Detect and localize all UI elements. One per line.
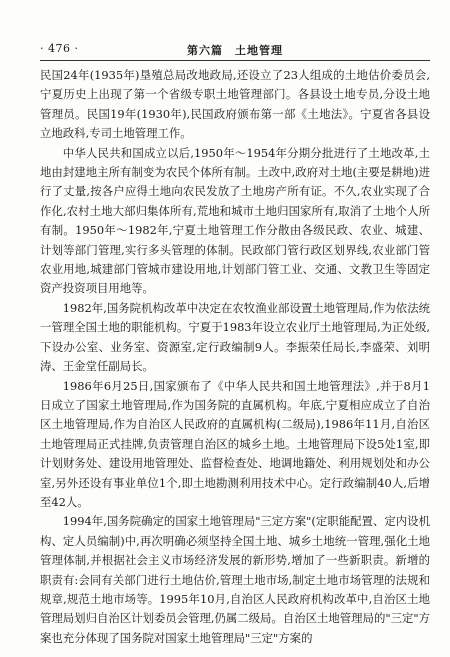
page-header bbox=[40, 40, 430, 61]
paragraph-4: 1986年6月25日,国家颁布了《中华人民共和国土地管理法》,并于8月1日成立了国家土地管理局,作为国务院的直属机构。年底,宁夏相应成立了自治区土地管理局,作为自治区人民政府的直属机构(二级局),1986年11月,自治区土地管理局正式挂牌,负责管理自治区的城乡土地。土地管理局下设5处1室,即计划财务处、建设用地管理处、监督检查处、地调地籍处、利用规划处和办公室,另外还设有事业单位1个,即土地勘测利用技术中心。定行政编制40人,后增至42人。 bbox=[40, 378, 430, 509]
paragraph-2: 中华人民共和国成立以后,1950年～1954年分期分批进行了土地改革,土地由封建地主所有制变为农民个体所有制。土改中,政府对土地(主要是耕地)进行了丈量,按各户应得土地向农民发放了土地房产所有证。不久,农业实现了合作化,农村土地大部归集体所有,荒地和城市土地归国家所有,取消了土地个人所有制。1950年～1982年,宁夏土地管理工作分散由各级民政、农业、城建、计划等部门管理,实行多头管理的体制。民政部门管行政区划界线,农业部门管农业用地,城建部门管城市建设用地,计划部门管工业、交通、文教卫生等固定资产投资项目用地等。 bbox=[40, 145, 430, 296]
page-number: · 476 · bbox=[40, 42, 79, 55]
paragraph-3: 1982年,国务院机构改革中决定在农牧渔业部设置土地管理局,作为依法统一管理全国土地的职能机构。宁夏于1983年设立农业厅土地管理局,为正处级,下设办公室、业务室、资源室,定行政编制9人。李振荣任局长,李盛荣、刘明涛、王金堂任副局长。 bbox=[40, 300, 430, 374]
body-text bbox=[40, 66, 430, 648]
running-title: 第六篇 土地管理 bbox=[187, 44, 283, 57]
paragraph-1: 民国24年(1935年)垦殖总局改地政局,还设立了23人组成的土地估价委员会,宁夏历史上出现了第一个省级专职土地管理部门。各县设土地专员,分设土地管理员。民国19年(1930年),民国政府颁布第一部《土地法》。宁夏省各县设立地政科,专司土地管理工作。 bbox=[40, 68, 430, 141]
paragraph-5: 1994年,国务院确定的国家土地管理局"三定方案"(定职能配置、定内设机构、定人员编制)中,再次明确必须坚持全国土地、城乡土地统一管理,强化土地管理体制,并根据社会主义市场经济发展的新形势,增加了一些新职责。新增的职责有:会同有关部门进行土地估价,管理土地市场,制定土地市场管理的法规和规章,规范土地市场等。1995年10月,自治区人民政府机构改革中,自治区土地管理局划归自治区计划委员会管理,仍属二级局。自治区土地管理局的"三定"方案也充分体现了国务院对国家土地管理局"三定"方案的 bbox=[40, 514, 430, 645]
